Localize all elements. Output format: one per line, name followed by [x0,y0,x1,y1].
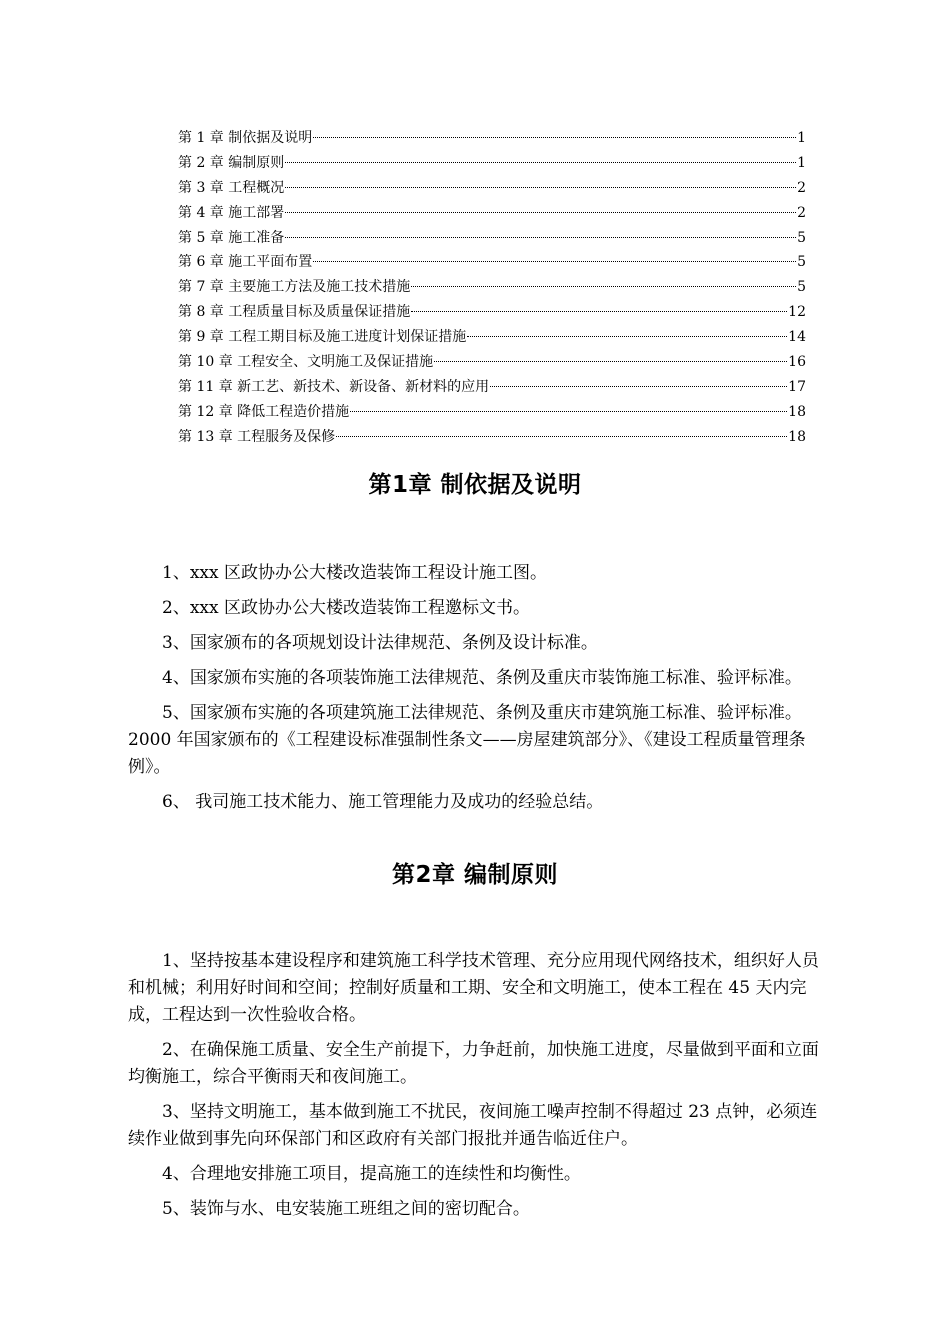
paragraph: 2、在确保施工质量、安全生产前提下，力争赶前，加快施工进度，尽量做到平面和立面均衡施工，综合平衡雨天和夜间施工。 [128,1040,819,1087]
toc-entry[interactable] [178,226,806,251]
chapter-2-body [128,948,824,1231]
toc-entry-title: 第 6 章 施工平面布置 [178,254,313,271]
toc-entry-title: 第 9 章 工程工期目标及施工进度计划保证措施 [178,329,467,346]
toc-entry-page: 2 [797,179,806,196]
toc-entry[interactable] [178,325,806,350]
paragraph: 6、 我司施工技术能力、施工管理能力及成功的经验总结。 [162,792,604,812]
toc-entry-title: 第 8 章 工程质量目标及质量保证措施 [178,304,411,321]
paragraph: 5、国家颁布实施的各项建筑施工法律规范、条例及重庆市建筑施工标准、验评标准。2000 年国家颁布的《工程建设标准强制性条文——房屋建筑部分》、《建设工程质量管理条例》。 [128,703,806,777]
toc-entry-title: 第 7 章 主要施工方法及施工技术措施 [178,279,411,296]
toc-entry-title: 第 5 章 施工准备 [178,229,285,246]
toc-entry-page: 2 [797,204,806,221]
toc-dot-leader [285,161,796,163]
toc-entry-page: 18 [788,428,806,445]
toc-dot-leader [285,236,796,238]
paragraph: 1、坚持按基本建设程序和建筑施工科学技术管理、充分应用现代网络技术，组织好人员和机械；利用好时间和空间；控制好质量和工期、安全和文明施工，使本工程在 45 天内完成，工程达到一次性验收合格。 [128,951,819,1025]
toc-dot-leader [313,260,796,262]
paragraph: 3、国家颁布的各项规划设计法律规范、条例及设计标准。 [162,633,598,653]
toc-entry-title: 第 4 章 施工部署 [178,204,285,221]
toc-entry-title: 第 10 章 工程安全、文明施工及保证措施 [178,354,434,371]
toc-entry-page: 5 [797,279,806,296]
toc-entry-title: 第 1 章 制依据及说明 [178,130,313,146]
paragraph: 4、国家颁布实施的各项装饰施工法律规范、条例及重庆市装饰施工标准、验评标准。 [162,668,802,688]
toc-entry-page: 1 [797,130,806,146]
paragraph: 3、坚持文明施工，基本做到施工不扰民，夜间施工噪声控制不得超过 23 点钟，必须连续作业做到事先向环保部门和区政府有关部门报批并通告临近住户。 [128,1102,818,1149]
toc-dot-leader [434,360,787,362]
toc-entry[interactable] [178,126,806,151]
chapter-1-heading: 第1章 制依据及说明 [368,472,582,498]
toc-dot-leader [411,310,787,312]
toc-dot-leader [285,211,796,213]
toc-entry[interactable] [178,300,806,325]
toc-entry[interactable] [178,275,806,300]
paragraph: 4、合理地安排施工项目，提高施工的连续性和均衡性。 [162,1164,581,1184]
toc-dot-leader [467,335,787,337]
toc-dot-leader [313,136,796,138]
chapter-1-body [128,560,824,824]
toc-entry-page: 1 [797,154,806,171]
toc-entry-page: 12 [788,304,806,321]
toc-entry[interactable] [178,151,806,176]
toc-entry-page: 17 [788,378,806,395]
toc-entry[interactable] [178,250,806,275]
toc-dot-leader [411,285,796,287]
table-of-contents [178,126,806,450]
paragraph: 5、装饰与水、电安装施工班组之间的密切配合。 [162,1199,530,1219]
toc-dot-leader [350,410,787,412]
chapter-2-heading: 第2章 编制原则 [391,862,558,888]
toc-entry[interactable] [178,375,806,400]
toc-entry-page: 14 [788,329,806,346]
toc-entry[interactable] [178,176,806,201]
toc-entry[interactable] [178,350,806,375]
toc-entry[interactable] [178,425,806,450]
toc-entry-page: 5 [797,254,806,271]
toc-entry-title: 第 13 章 工程服务及保修 [178,428,336,445]
toc-entry-page: 16 [788,354,806,371]
paragraph: 2、xxx 区政协办公大楼改造装饰工程邀标文书。 [162,598,530,618]
toc-entry-title: 第 12 章 降低工程造价措施 [178,403,350,420]
toc-entry-title: 第 2 章 编制原则 [178,154,285,171]
toc-entry-page: 5 [797,229,806,246]
toc-entry-page: 18 [788,403,806,420]
toc-entry[interactable] [178,400,806,425]
toc-dot-leader [490,385,787,387]
toc-dot-leader [285,186,796,188]
toc-entry[interactable] [178,201,806,226]
toc-entry-title: 第 11 章 新工艺、新技术、新设备、新材料的应用 [178,378,490,395]
toc-dot-leader [336,435,787,437]
paragraph: 1、xxx 区政协办公大楼改造装饰工程设计施工图。 [162,563,547,583]
toc-entry-title: 第 3 章 工程概况 [178,179,285,196]
